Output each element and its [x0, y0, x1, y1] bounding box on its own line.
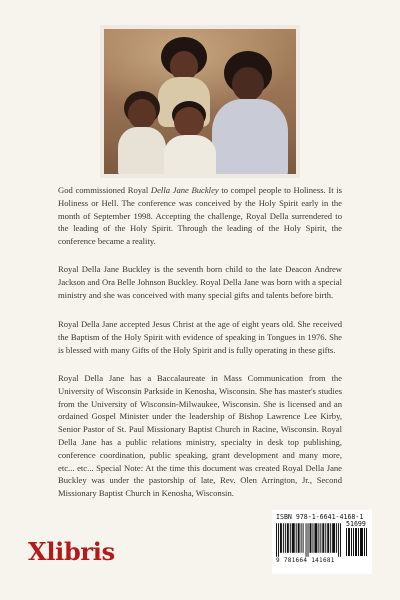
photo-person-boy-face	[174, 107, 204, 137]
description-paragraph-3: Royal Della Jane accepted Jesus Christ at the age of eight years old. She received the Baptism of the Holy Spirit with evidence of speaking in Tongues in 1976. She is blessed with many Gifts of the Holy Spirit and is fully operating in these gifts.	[58, 319, 342, 355]
photo-person-boy-shirt	[164, 135, 216, 174]
barcode-number: 9 781664 141681	[276, 557, 335, 564]
publisher-logo: Xlibris	[28, 537, 115, 566]
photo-person-woman-shirt	[212, 99, 288, 174]
family-photo	[104, 29, 296, 174]
highlighted-name: Della Jane Buckley	[150, 185, 219, 195]
barcode-bars	[276, 523, 343, 557]
photo-person-woman-face	[232, 67, 264, 101]
isbn-barcode	[272, 510, 372, 574]
description-paragraph-4: Royal Della Jane has a Baccalaureate in Mass Communication from the University of Wisconsin Parkside in Kenosha, Wisconsin. She has master's studies from the University of Wisconsin-Milwaukee, Wisconsin. She is licensed and an ordained Gospel Minister under the leadership of Bishop Lawrence Lee Kirby, Senior Pastor of St. Paul Missionary Baptist Church in Racine, Wisconsin. Royal Della Jane has a public relations ministry, specialty in desk top publishing, conference coordination, public speaking, grant development and many more, etc... etc... Special Note: At the time this document was created Royal Della Jane Buckley was under the pastorship of late, Rev. Olen Arrington, Jr., Second Missionary Baptist Church in Kenosha, Wisconsin.	[58, 373, 342, 499]
paragraph-1-prefix: God commissioned Royal	[58, 185, 151, 195]
description-paragraph-1	[58, 184, 342, 248]
description-paragraph-2: Royal Della Jane Buckley is the seventh born child to the late Deacon Andrew Jackson and Ora Belle Johnson Buckley. Royal Della Jane was born with a special ministry and she was conceived with many special gifts and talents before birth.	[58, 264, 342, 300]
paragraph-1-rest: to compel people to Holiness. It is Holiness or Hell. The conference was conceived by the Holy Spirit early in the month of September 1998. Accepting the challenge, Royal Della surrendered to the leading of the Holy Spirit. Through the leading of the Holy Spirit, the conference became a reality.	[58, 185, 342, 247]
barcode-row	[276, 521, 368, 557]
price-code: 51699	[346, 520, 366, 528]
isbn-label: ISBN 978-1-6641-4168-1	[276, 513, 364, 521]
photo-person-girl-face	[128, 99, 156, 129]
price-barcode-bars	[346, 528, 368, 556]
cover-photo	[100, 25, 300, 178]
photo-person-girl-dress	[118, 127, 166, 174]
